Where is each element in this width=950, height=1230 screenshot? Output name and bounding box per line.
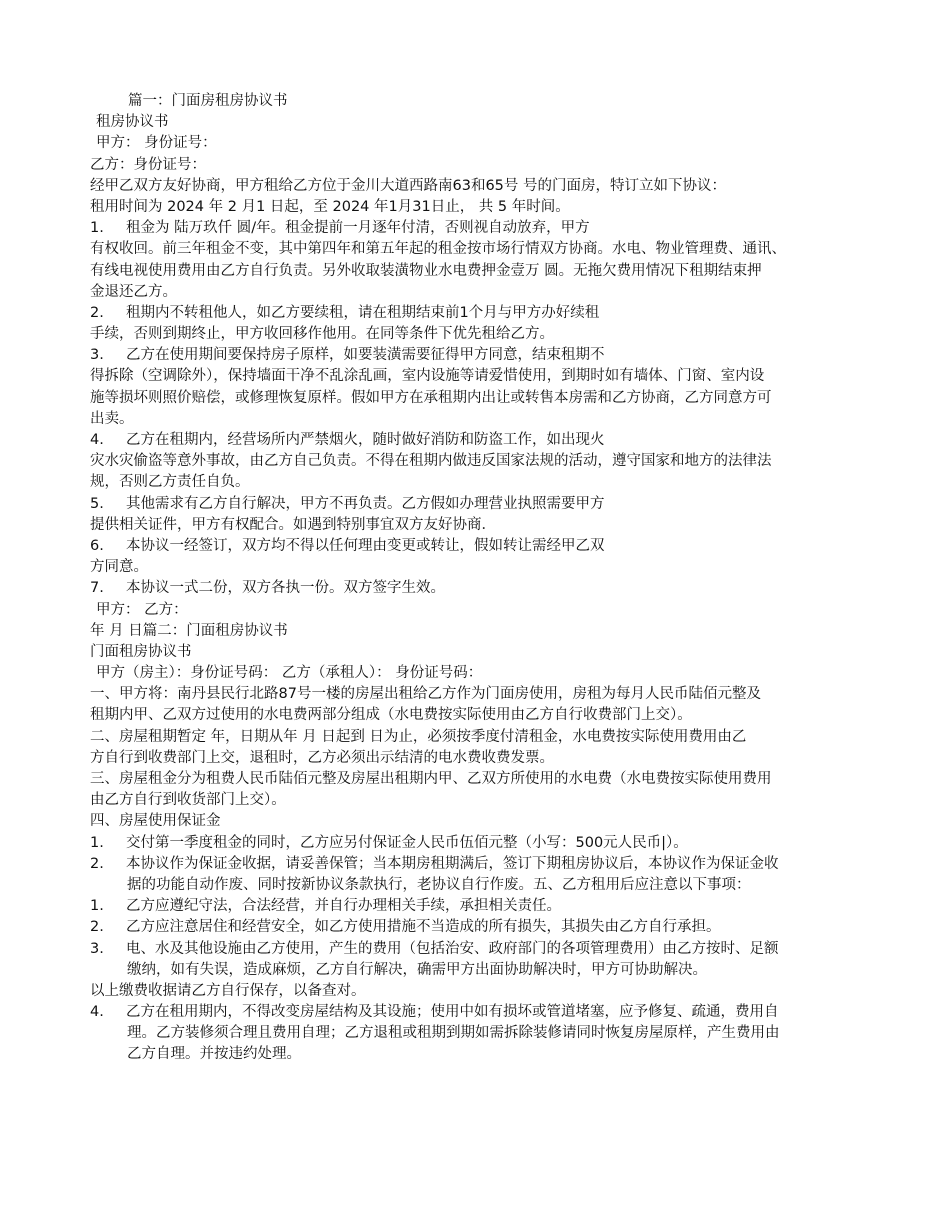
signature-line: 甲方： 乙方： [96, 601, 188, 618]
section-1 [90, 684, 865, 726]
date-line: 年 月 日篇二：门面租房协议书 [90, 622, 288, 639]
numbered-item-line [90, 854, 865, 875]
clause-line [90, 409, 865, 430]
clause-number: 2. [90, 304, 104, 321]
clause-number: 4. [90, 432, 104, 448]
numbered-item-line [90, 1002, 865, 1023]
numbered-item-line [90, 875, 865, 896]
numbered-item-line [90, 960, 865, 981]
section-3-line: 三、房屋租金分为租费人民币陆佰元整及房屋出租期内甲、乙双方所使用的水电费（水电费按实际使用费用 [90, 771, 772, 787]
clause-line [90, 345, 865, 366]
clause-number: 3. [90, 347, 104, 364]
clause-text: 乙方在使用期间要保持房子原样，如要装潢需要征得甲方同意，结束租期不 [126, 347, 605, 364]
numbered-item-line [90, 833, 865, 854]
clause-text: 施等损坏则照价赔偿，或修理恢复原样。假如甲方在承租期内出让或转售本房需和乙方协商，乙方同意方可 [90, 389, 772, 406]
numbered-item-line [90, 1023, 865, 1044]
clause-text: 金退还乙方。 [90, 283, 177, 300]
clause-text: 手续，否则到期终止，甲方收回移作他用。在同等条件下优先租给乙方。 [90, 326, 554, 343]
item-text: 缴纳，如有失误，造成麻烦，乙方自行解决，确需甲方出面协助解决时，甲方可协助解决。 [127, 961, 707, 978]
clause-number: 5. [90, 495, 104, 512]
clause-line [90, 451, 865, 472]
clause-number: 1. [90, 220, 104, 237]
party-b-line: 乙方：身份证号： [90, 156, 206, 173]
clause-line [90, 536, 865, 557]
clause-number: 7. [90, 580, 104, 597]
section-2-line: 二、房屋租期暂定 年，日期从年 月 日起到 日为止，必须按季度付清租金，水电费按实际使用费用由乙 [90, 728, 747, 745]
section-2 [90, 727, 865, 769]
clause-text: 乙方在租期内，经营场所内严禁烟火，随时做好消防和防盗工作，如出现火 [126, 432, 605, 448]
section-3 [90, 769, 865, 811]
clause-text: 方同意。 [90, 559, 148, 576]
item-text: 据的功能自动作废、同时按新协议条款执行，老协议自行作废。五、乙方租用后应注意以下事项： [127, 876, 751, 893]
item-text: 本协议作为保证金收据，请妥善保管；当本期房租期满后，签订下期租房协议后，本协议作为保证金收 [126, 855, 779, 872]
clause-line [90, 366, 865, 387]
clause-text: 提供相关证件，甲方有权配合。如遇到特别事宜双方友好协商． [90, 516, 496, 533]
numbered-item-line [90, 917, 865, 938]
document-page [90, 91, 865, 1066]
item-text: 理。乙方装修须合理且费用自理；乙方退租或租期到期如需拆除装修请同时恢复房屋原样，产生费用由 [127, 1025, 780, 1042]
item-number: 3. [90, 940, 104, 957]
doc1-subtitle: 租房协议书 [96, 114, 169, 131]
clause-line [90, 218, 865, 239]
item-number: 1. [90, 898, 104, 915]
doc1-title: 篇一：门面房租房协议书 [128, 93, 288, 109]
section-1-line: 租期内甲、乙双方过使用的水电费两部分组成（水电费按实际使用由乙方自行收费部门上交）。 [90, 707, 692, 724]
item-text: 乙方在租用期内，不得改变房屋结构及其设施；使用中如有损坏或管道堵塞，应予修复、疏通，费用自 [126, 1004, 779, 1021]
item-text: 乙方应遵纪守法，合法经营，并自行办理相关手续，承担相关责任。 [126, 898, 561, 915]
numbered-item-line [90, 939, 865, 960]
section-2-line: 方自行到收费部门上交，退租时，乙方必须出示结清的电水费收费发票。 [90, 749, 554, 766]
clause-text: 有线电视使用费用由乙方自行负责。另外收取装潢物业水电费押金壹万 圆。无拖欠费用情况下租期结束押 [90, 262, 762, 279]
clause-line [90, 494, 865, 515]
clause-text: 本协议一式二份，双方各执一份。双方签字生效。 [126, 580, 445, 597]
numbered-item-line [90, 896, 865, 917]
numbered-item-line [90, 1044, 865, 1065]
item-text: 交付第一季度租金的同时，乙方应另付保证金人民币伍佰元整（小写：500元人民币|）。 [126, 834, 688, 851]
section-3-line: 由乙方自行到收货部门上交）。 [90, 792, 286, 809]
clause-number: 6. [90, 537, 104, 554]
item-number: 1. [90, 834, 104, 851]
doc2-subtitle: 门面租房协议书 [90, 643, 192, 660]
item-text: 乙方自理。并按违约处理。 [127, 1046, 301, 1063]
doc1-clauses [90, 218, 865, 599]
clause-line [90, 515, 865, 536]
clause-line [90, 261, 865, 282]
clause-line [90, 239, 865, 260]
clause-line [90, 430, 865, 451]
clause-text: 灾水灾偷盗等意外事故，由乙方自己负责。不得在租期内做违反国家法规的活动，遵守国家和地方的法律法 [90, 453, 772, 470]
item-text: 乙方应注意居住和经营安全，如乙方使用措施不当造成的所有损失，其损失由乙方自行承担。 [126, 919, 721, 936]
clause-text: 出卖。 [90, 410, 134, 427]
clause-line [90, 324, 865, 345]
clause-text: 租金为 陆万玖仟 圆/年。租金提前一月逐年付清，否则视自动放弃，甲方 [126, 220, 590, 237]
clause-text: 租期内不转租他人，如乙方要续租，请在租期结束前1个月与甲方办好续租 [126, 304, 600, 321]
section-1-line: 一、甲方将：南丹县民行北路87号一楼的房屋出租给乙方作为门面房使用，房租为每月人民币陆佰元整及 [90, 686, 761, 703]
clause-text: 本协议一经签订，双方均不得以任何理由变更或转让，假如转让需经甲乙双 [126, 537, 605, 554]
party-a-line: 甲方： 身份证号： [96, 135, 217, 152]
clause-line [90, 578, 865, 599]
receipt-note: 以上缴费收据请乙方自行保存，以备查对。 [90, 982, 366, 999]
clause-line [90, 472, 865, 493]
clause-text: 有权收回。前三年租金不变，其中第四年和第五年起的租金按市场行情双方协商。水电、物业管理费、通讯、 [90, 241, 786, 258]
clause-line [90, 557, 865, 578]
clause-line [90, 303, 865, 324]
clause-line [90, 388, 865, 409]
doc2-parties: 甲方（房主）：身份证号码： 乙方（承租人）： 身份证号码： [96, 665, 483, 682]
section-5-item-4 [90, 1002, 865, 1066]
intro-paragraph: 经甲乙双方友好协商，甲方租给乙方位于金川大道西路南63和65号 号的门面房，特订立如下协议： [90, 177, 727, 194]
item-text: 电、水及其他设施由乙方使用，产生的费用（包括治安、政府部门的各项管理费用）由乙方按时、足额 [126, 940, 779, 957]
clause-text: 得拆除（空调除外），保持墙面干净不乱涂乱画，室内设施等请爱惜使用，到期时如有墙体、门窗、室内设 [90, 368, 765, 385]
clause-text: 规，否则乙方责任自负。 [90, 474, 250, 491]
clause-line [90, 282, 865, 303]
item-number: 2. [90, 919, 104, 936]
lease-term: 租用时间为 2024 年 2 月1 日起，至 2024 年1月31日止， 共 5 年时间。 [90, 198, 570, 215]
item-number: 4. [90, 1004, 104, 1021]
clause-text: 其他需求有乙方自行解决，甲方不再负责。乙方假如办理营业执照需要甲方 [126, 495, 605, 512]
section-4-items [90, 833, 865, 981]
item-number: 2. [90, 855, 104, 872]
section-4-title: 四、房屋使用保证金 [90, 813, 221, 830]
